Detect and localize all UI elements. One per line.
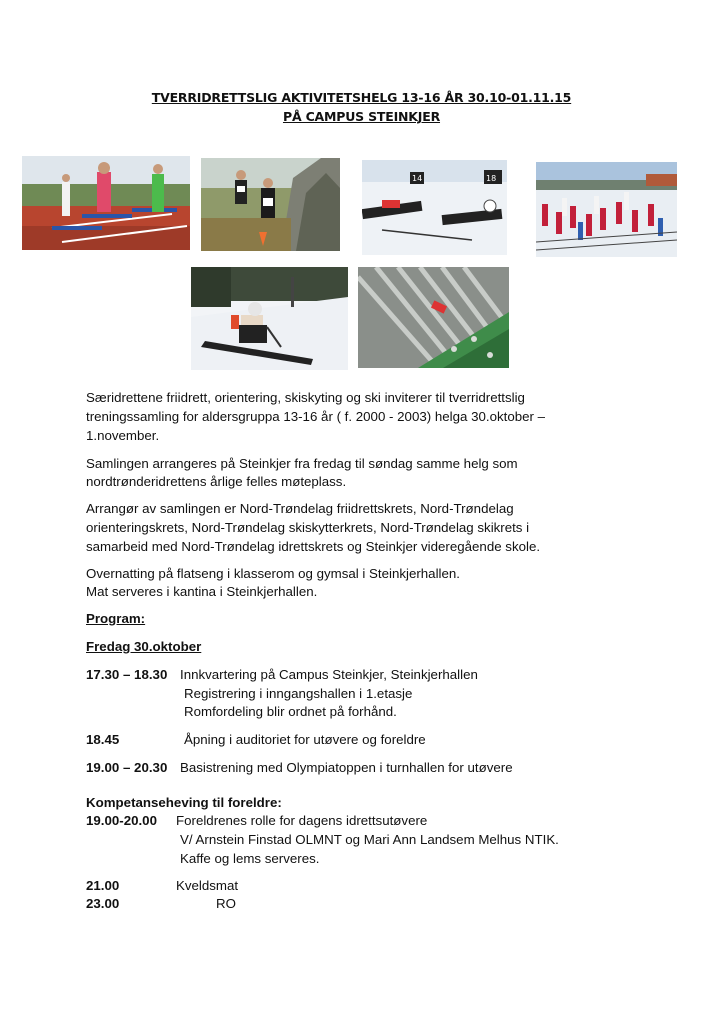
svg-text:14: 14 <box>412 174 423 183</box>
program-desc: Registrering i inngangshallen i 1.etasje <box>184 686 413 701</box>
program-time: 18.45 <box>86 732 120 747</box>
program-desc: Basistrening med Olympiatoppen i turnhallen for utøvere <box>180 760 513 775</box>
evening-desc: RO <box>216 896 236 911</box>
program-desc: Innkvartering på Campus Steinkjer, Steinkjerhallen <box>180 667 478 682</box>
parents-desc: V/ Arnstein Finstad OLMNT og Mari Ann Landsem Melhus NTIK. <box>180 832 559 847</box>
hurdles-photo <box>22 156 190 250</box>
alpine-skier-photo <box>191 267 348 370</box>
text-line: nordtrønderidrettens årlige felles møteplass. <box>86 474 347 489</box>
text-line: orienteringskrets, Nord-Trøndelag skiskytterkrets, Nord-Trøndelag skikrets i <box>86 520 530 535</box>
program-day: Fredag 30.oktober <box>86 639 202 654</box>
program-time: 17.30 – 18.30 <box>86 667 168 682</box>
evening-desc: Kveldsmat <box>176 878 239 893</box>
parents-desc: Foreldrenes rolle for dagens idrettsutøvere <box>176 813 428 828</box>
evening-time: 21.00 <box>86 878 120 893</box>
ski-jump-photo <box>358 267 509 368</box>
text-line: samarbeid med Nord-Trøndelag idrettskrets og Steinkjer videregående skole. <box>86 539 541 554</box>
biathlon-shooting-photo <box>362 160 507 255</box>
evening-time: 23.00 <box>86 896 120 911</box>
program-desc: Åpning i auditoriet for utøvere og foreldre <box>184 732 426 747</box>
parents-time: 19.00-20.00 <box>86 813 157 828</box>
program-heading: Program: <box>86 611 146 626</box>
text-line: Mat serveres i kantina i Steinkjerhallen. <box>86 584 318 599</box>
text-line: Særidrettene friidrett, orientering, skiskyting og ski inviterer til tverridrettslig <box>86 390 525 405</box>
parents-desc: Kaffe og lems serveres. <box>180 851 320 866</box>
program-time: 19.00 – 20.30 <box>86 760 168 775</box>
text-line: Arrangør av samlingen er Nord-Trøndelag friidrettskrets, Nord-Trøndelag <box>86 501 514 516</box>
text-line: 1.november. <box>86 428 160 443</box>
text-line: treningssamling for aldersgruppa 13-16 år ( f. 2000 - 2003) helga 30.oktober – <box>86 409 546 424</box>
svg-text:18: 18 <box>486 174 497 183</box>
text-line: Overnatting på flatseng i klasserom og gymsal i Steinkjerhallen. <box>86 566 460 581</box>
ski-race-photo <box>536 162 677 257</box>
title-line-2: PÅ CAMPUS STEINKJER <box>282 109 441 124</box>
text-line: Samlingen arrangeres på Steinkjer fra fredag til søndag samme helg som <box>86 456 518 471</box>
orienteering-photo <box>201 158 340 251</box>
program-desc: Romfordeling blir ordnet på forhånd. <box>184 704 397 719</box>
title-line-1: TVERRIDRETTSLIG AKTIVITETSHELG 13-16 ÅR 30.10-01.11.15 <box>151 90 572 105</box>
parents-heading: Kompetanseheving til foreldre: <box>86 795 282 810</box>
